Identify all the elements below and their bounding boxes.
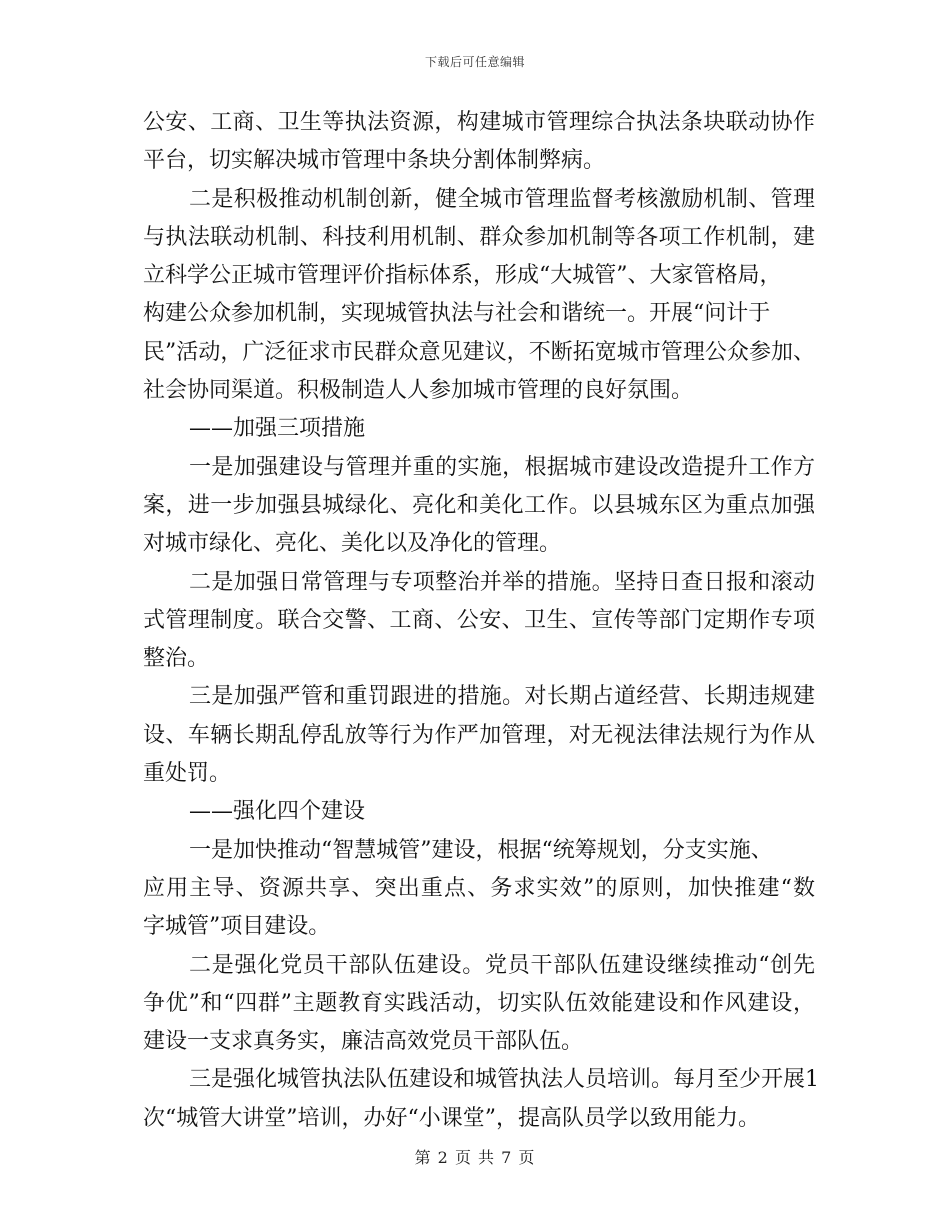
text-line: 二是积极推动机制创新，健全城市管理监督考核激励机制、管理	[189, 186, 815, 212]
text-line: 三是加强严管和重罚跟进的措施。对长期占道经营、长期违规建	[189, 684, 815, 710]
text-line: 立科学公正城市管理评价指标体系，形成“大城管”、大家管格局，	[143, 263, 782, 289]
text-line: 式管理制度。联合交警、工商、公安、卫生、宣传等部门定期作专项	[143, 607, 815, 633]
text-line: 与执法联动机制、科技利用机制、群众参加机制等各项工作机制，建	[143, 224, 815, 250]
text-line: 设、车辆长期乱停乱放等行为作严加管理，对无视法律法规行为作从	[143, 722, 815, 748]
text-line: 建设一支求真务实，廉洁高效党员干部队伍。	[143, 1029, 584, 1055]
text-line: 整治。	[143, 646, 210, 672]
text-line: 对城市绿化、亮化、美化以及净化的管理。	[143, 531, 562, 557]
text-line: 争优”和“四群”主题教育实践活动，切实队伍效能建设和作风建设，	[143, 990, 815, 1016]
page-header: 下载后可任意编辑	[424, 55, 525, 69]
text-line: 二是强化党员干部队伍建设。党员干部队伍建设继续推动“创先	[189, 952, 815, 978]
text-line: 社会协同渠道。积极制造人人参加城市管理的良好氛围。	[143, 378, 694, 404]
text-line: 一是加快推动“智慧城管”建设，根据“统筹规划，分支实施、	[189, 837, 773, 863]
section-heading: ——加强三项措施	[189, 416, 366, 442]
text-line: 案，进一步加强县城绿化、亮化和美化工作。以县城东区为重点加强	[143, 492, 815, 518]
document-body	[143, 104, 819, 1138]
text-line: 次“城管大讲堂”培训，办好“小课堂”，提高队员学以致用能力。	[143, 1105, 760, 1131]
text-line: 应用主导、资源共享、突出重点、务求实效”的原则，加快推建“数	[143, 875, 815, 901]
text-line: 一是加强建设与管理并重的实施，根据城市建设改造提升工作方	[189, 454, 815, 480]
text-line: 重处罚。	[143, 761, 232, 787]
text-line: 平台，切实解决城市管理中条块分割体制弊病。	[143, 148, 606, 174]
text-line: 公安、工商、卫生等执法资源，构建城市管理综合执法条块联动协作	[143, 110, 815, 135]
section-heading: ——强化四个建设	[189, 799, 366, 825]
text-line: 二是加强日常管理与专项整治并举的措施。坚持日查日报和滚动	[189, 569, 815, 595]
page-number: 第 2 页 共 7 页	[414, 1148, 536, 1167]
text-line: 民”活动，广泛征求市民群众意见建议，不断拓宽城市管理公众参加、	[143, 339, 815, 365]
text-line: 三是强化城管执法队伍建设和城管执法人员培训。每月至少开展1	[189, 1067, 819, 1093]
text-line: 字城管”项目建设。	[143, 914, 331, 940]
text-line: 构建公众参加机制，实现城管执法与社会和谐统一。开展“问计于	[143, 301, 771, 327]
